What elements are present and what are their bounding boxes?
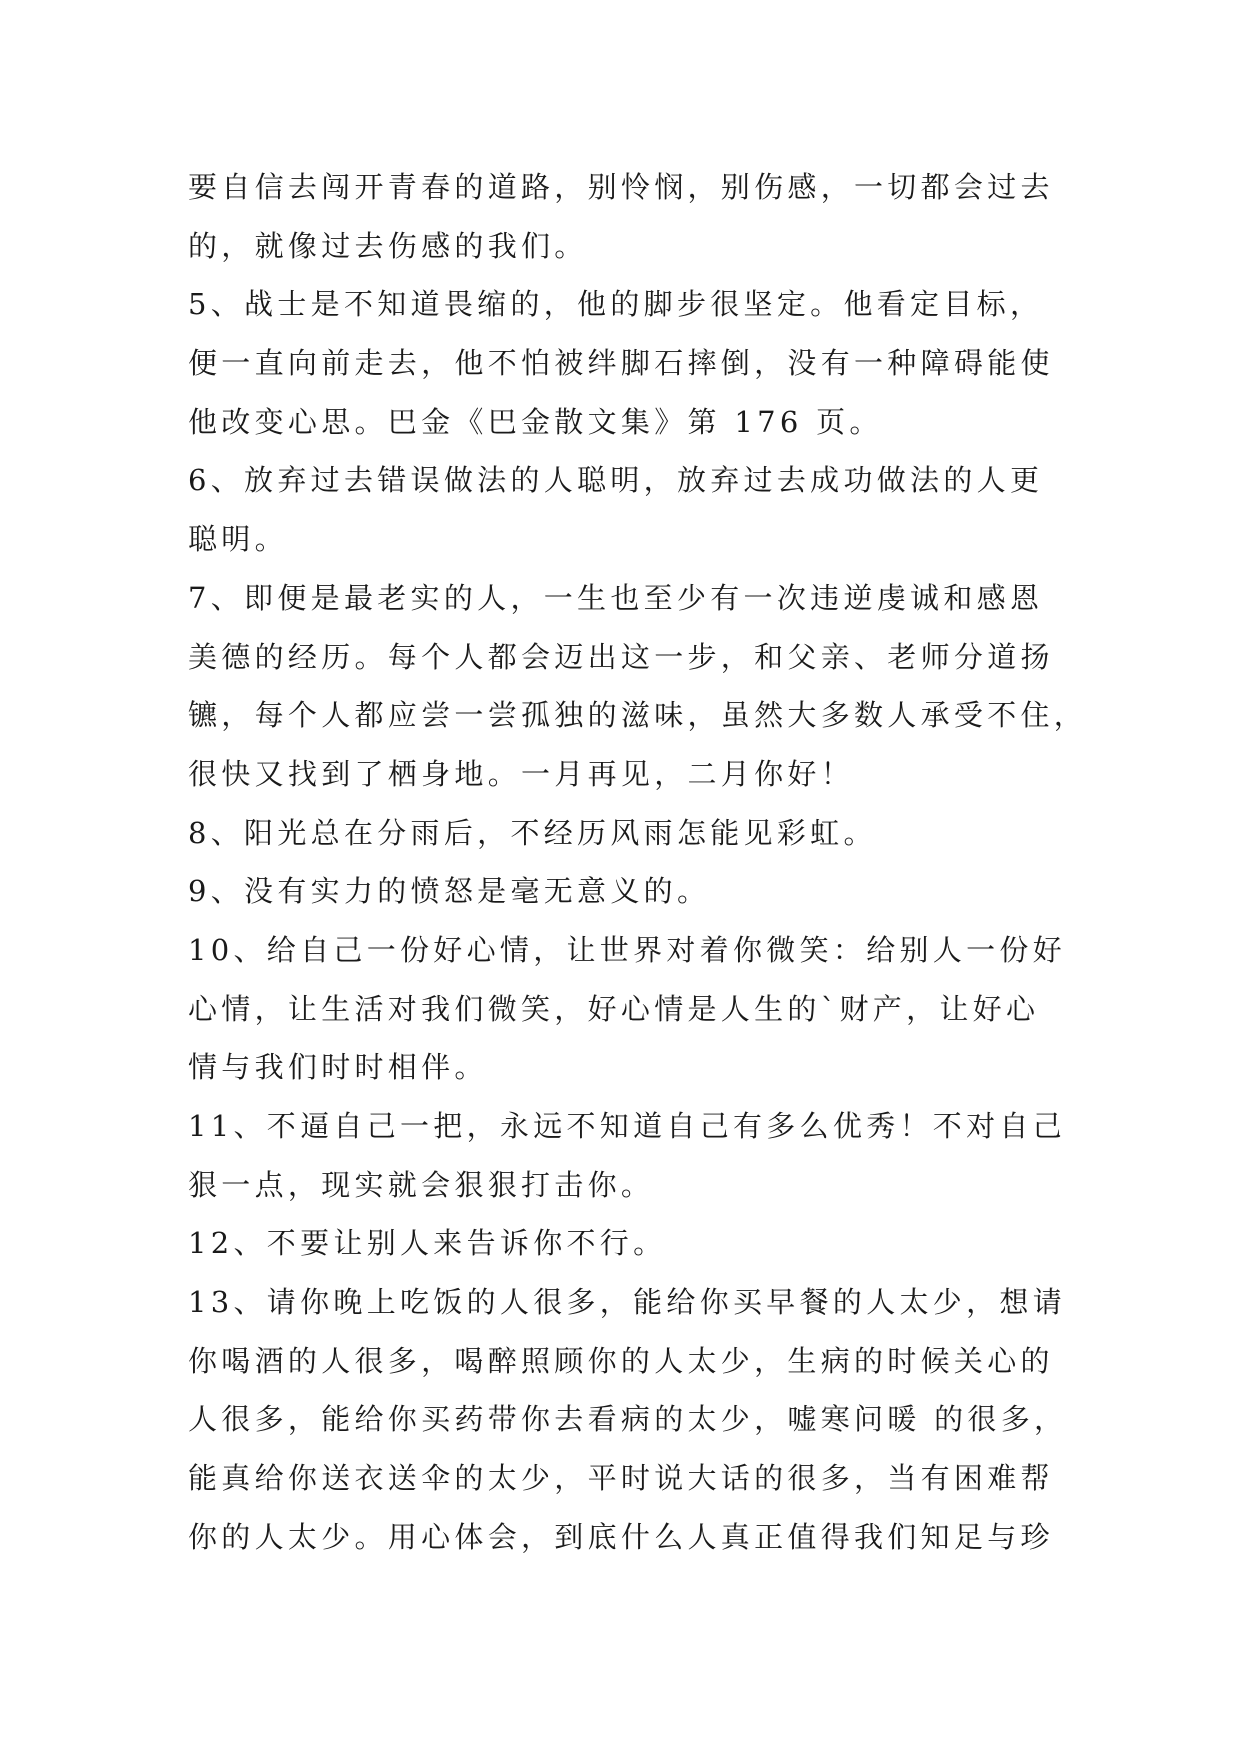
text-line: 要自信去闯开青春的道路，别怜悯，别伤感，一切都会过去 (188, 170, 1054, 204)
text-line: 他改变心思。巴金《巴金散文集》第 176 页。 (188, 404, 883, 439)
text-line: 12、不要让别人来告诉你不行。 (188, 1226, 667, 1261)
text-line: 10、给自己一份好心情，让世界对着你微笑：给别人一份好 (188, 932, 1067, 967)
text-line: 5、战士是不知道畏缩的，他的脚步很坚定。他看定目标， (188, 287, 1044, 322)
document-body (188, 158, 1088, 1567)
text-line: 你的人太少。用心体会，到底什么人真正值得我们知足与珍 (188, 1519, 1054, 1554)
text-line: 情与我们时时相伴。 (188, 1050, 488, 1085)
text-line: 11、不逼自己一把，永远不知道自己有多么优秀！不对自己 (188, 1109, 1067, 1143)
text-line: 便一直向前走去，他不怕被绊脚石摔倒，没有一种障碍能使 (188, 346, 1054, 381)
text-line: 聪明。 (188, 522, 288, 557)
text-line: 狠一点，现实就会狠狠打击你。 (188, 1167, 655, 1202)
text-line: 8、阳光总在分雨后，不经历风雨怎能见彩虹。 (188, 815, 877, 850)
text-line: 心情，让生活对我们微笑，好心情是人生的`财产，让好心 (188, 991, 1040, 1026)
text-line: 人很多，能给你买药带你去看病的太少，嘘寒问暖 的很多， (188, 1402, 1068, 1437)
text-line: 你喝酒的人很多，喝醉照顾你的人太少，生病的时候关心的 (188, 1343, 1054, 1378)
text-line: 镳，每个人都应尝一尝孤独的滋味，虽然大多数人承受不住， (188, 698, 1088, 733)
text-line: 7、即便是最老实的人，一生也至少有一次违逆虔诚和感恩 (188, 580, 1044, 615)
text-line: 能真给你送衣送伞的太少，平时说大话的很多，当有困难帮 (188, 1461, 1054, 1496)
text-line: 6、放弃过去错误做法的人聪明，放弃过去成功做法的人更 (188, 463, 1044, 498)
text-line: 9、没有实力的愤怒是毫无意义的。 (188, 874, 711, 909)
text-line: 很快又找到了栖身地。一月再见，二月你好！ (188, 756, 855, 791)
text-line: 的，就像过去伤感的我们。 (188, 228, 588, 263)
text-line: 美德的经历。每个人都会迈出这一步，和父亲、老师分道扬 (188, 639, 1054, 674)
text-line: 13、请你晚上吃饭的人很多，能给你买早餐的人太少，想请 (188, 1285, 1067, 1320)
